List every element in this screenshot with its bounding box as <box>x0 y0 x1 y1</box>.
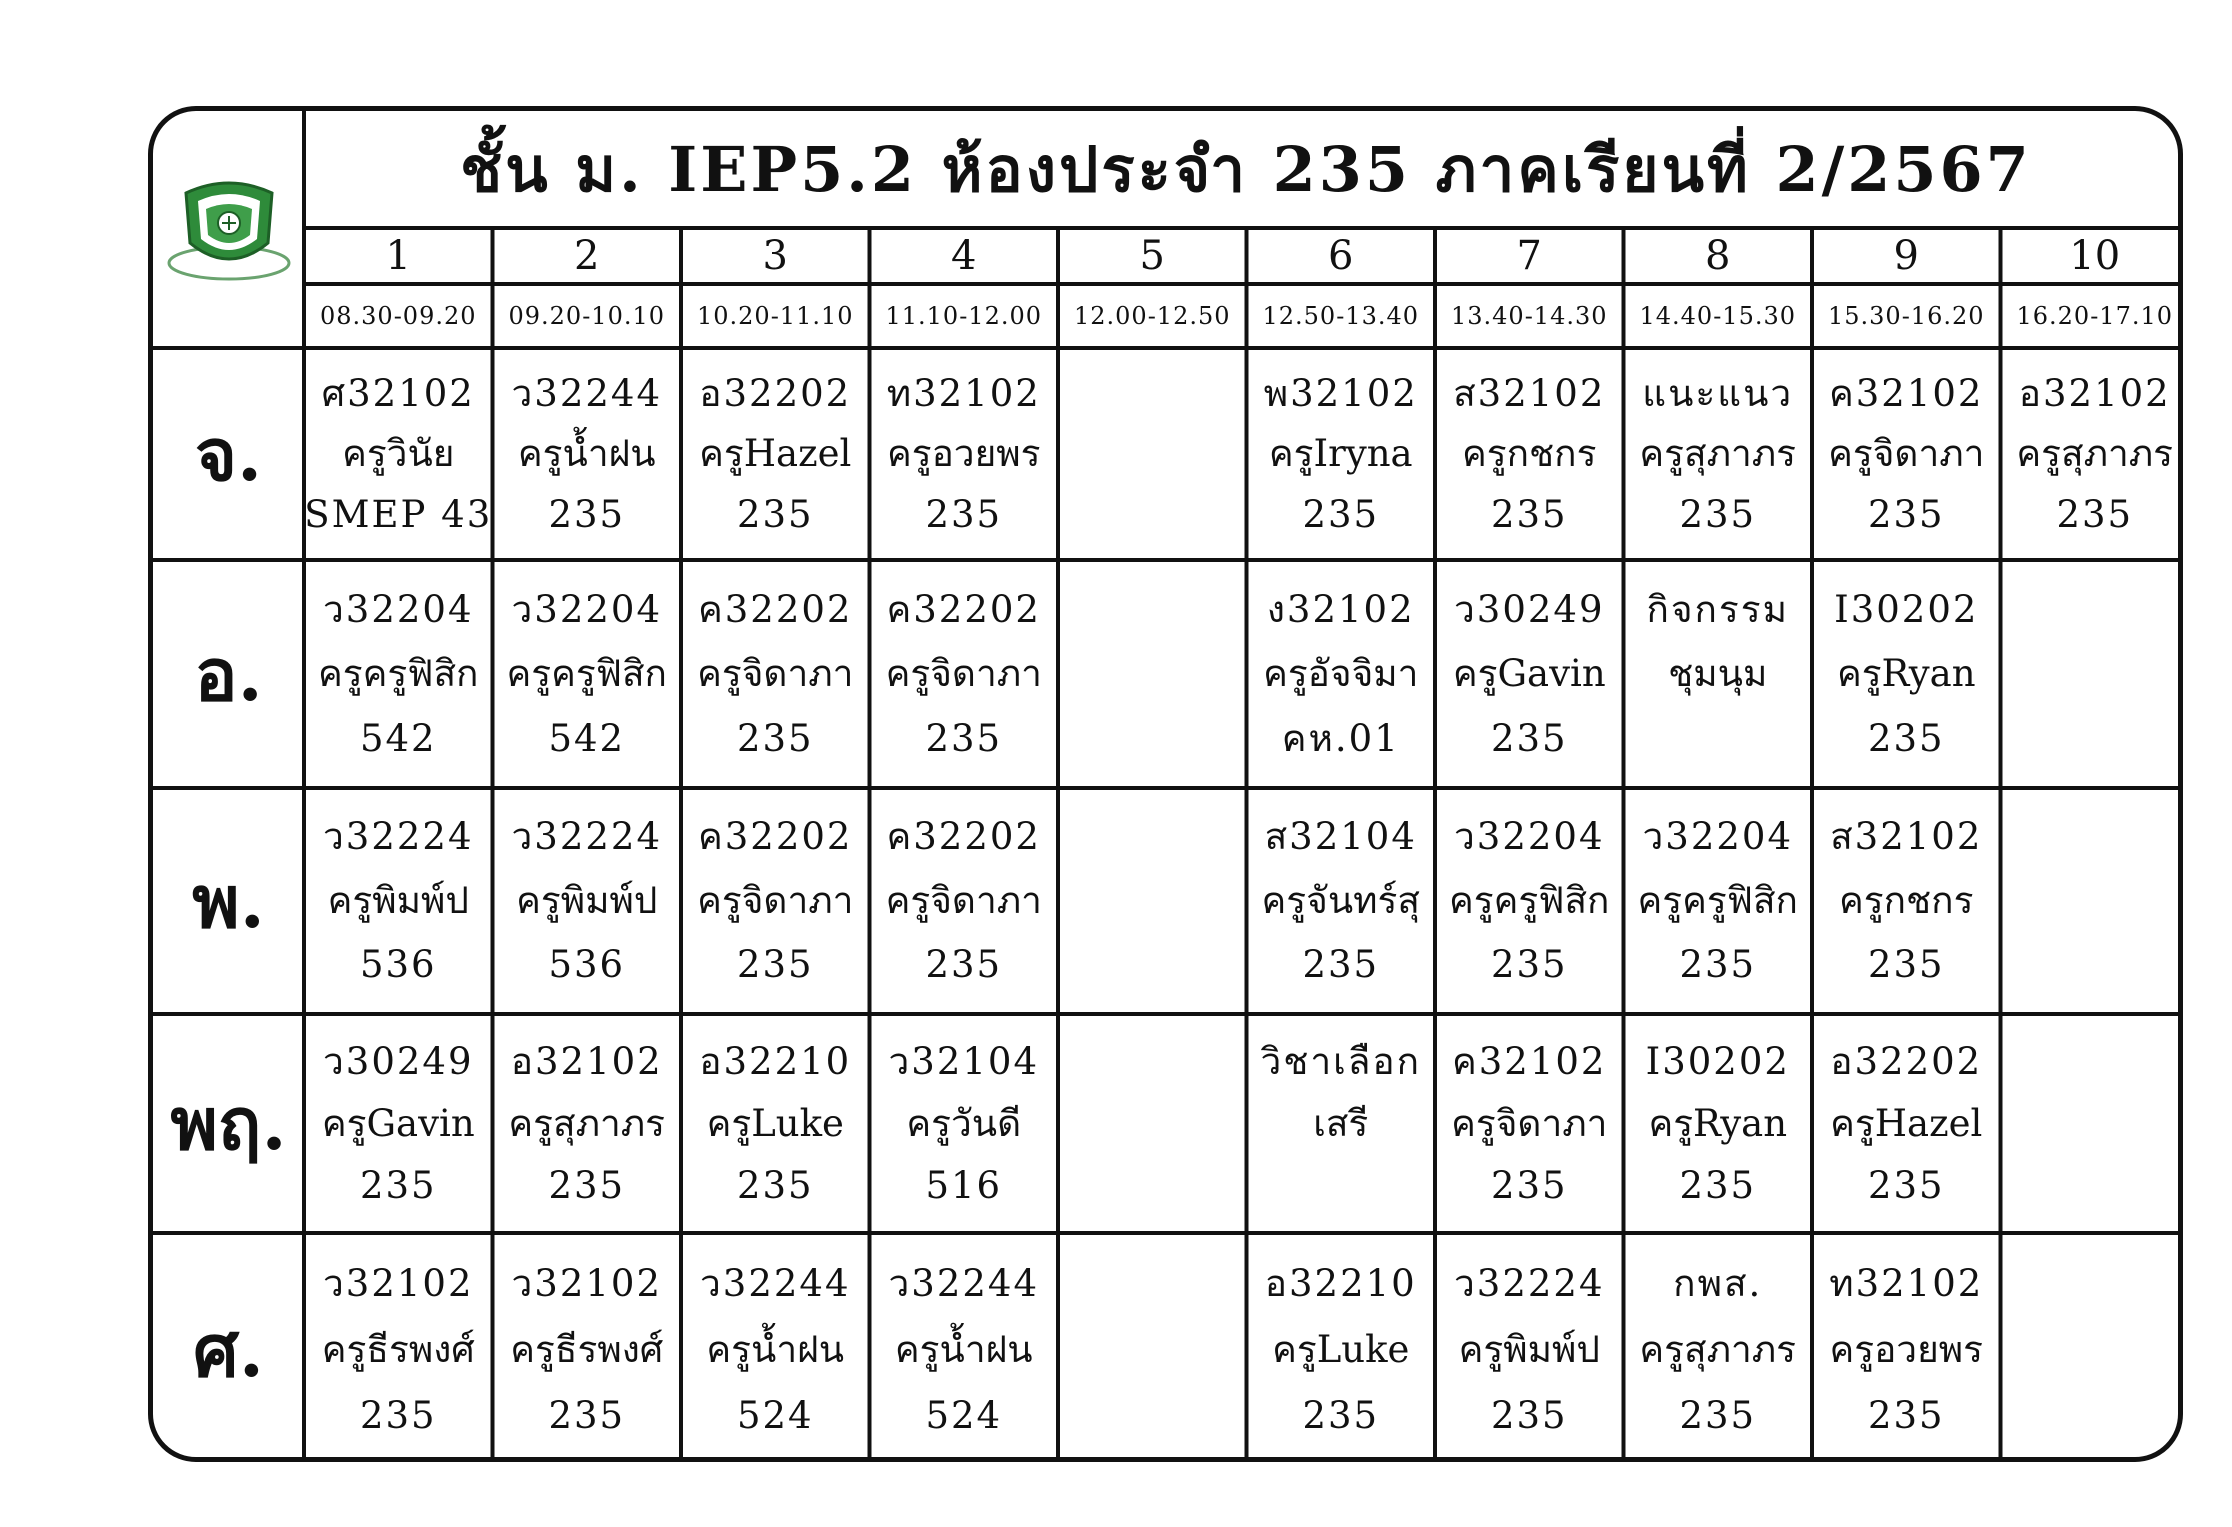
room-number: 235 <box>1867 716 1945 760</box>
timetable-slot <box>1435 788 1624 1014</box>
subject-code: ค32202 <box>698 587 853 631</box>
room-number: 235 <box>1867 492 1945 536</box>
room-number <box>1334 1165 1348 1206</box>
teacher-name: ครูจิดาภา <box>1828 432 1985 476</box>
teacher-name: ครูครูฟิสิก <box>506 652 667 696</box>
period-time: 12.50-13.40 <box>1262 302 1420 330</box>
room-number: 516 <box>925 1163 1003 1207</box>
subject-code <box>2088 1263 2102 1304</box>
teacher-name: ครูจิดาภา <box>885 879 1042 923</box>
subject-code: อ32210 <box>699 1039 852 1083</box>
teacher-name: ครูRyan <box>1648 1101 1788 1145</box>
teacher-name <box>1146 1329 1158 1370</box>
room-number: 235 <box>1490 492 1568 536</box>
timetable-slot <box>870 1233 1059 1462</box>
timetable-slot <box>1435 560 1624 788</box>
room-number: 235 <box>2056 492 2134 536</box>
room-number: 235 <box>736 492 814 536</box>
teacher-name: ครูพิมพ์ป <box>516 879 658 923</box>
room-number: 235 <box>1679 492 1757 536</box>
timetable-slot <box>1812 348 2001 560</box>
timetable-slot <box>1624 348 1813 560</box>
room-number: 235 <box>548 492 626 536</box>
subject-code <box>1145 1041 1159 1082</box>
teacher-name <box>1146 880 1158 921</box>
room-number: 235 <box>1679 943 1757 987</box>
room-number: 542 <box>359 716 437 760</box>
timetable-slot <box>1247 1233 1436 1462</box>
room-number: 542 <box>548 716 626 760</box>
teacher-name: ครูRyan <box>1836 652 1976 696</box>
timetable-slot <box>1058 1014 1247 1233</box>
teacher-name: ชุมนุม <box>1668 652 1768 696</box>
subject-code <box>1145 373 1159 414</box>
room-number: 524 <box>925 1394 1003 1438</box>
timetable-slot <box>493 1014 682 1233</box>
room-number: 235 <box>736 943 814 987</box>
teacher-name: ครูLuke <box>1272 1328 1410 1372</box>
room-number: 235 <box>1867 1394 1945 1438</box>
timetable-slot <box>681 560 870 788</box>
timetable-slot <box>1247 560 1436 788</box>
day-label: จ. <box>194 411 263 497</box>
timetable-slot <box>493 560 682 788</box>
room-number <box>1145 494 1159 535</box>
room-number: 235 <box>359 1163 437 1207</box>
room-number <box>2088 1395 2102 1436</box>
day-label: พฤ. <box>170 1081 287 1166</box>
timetable-slot <box>1435 1014 1624 1233</box>
teacher-name: ครูสุภาภร <box>508 1101 666 1145</box>
teacher-name: ครูวันดี <box>906 1101 1022 1145</box>
teacher-name: ครูครูฟิสิก <box>1637 879 1798 923</box>
teacher-name <box>2089 880 2101 921</box>
timetable-slot <box>870 1014 1059 1233</box>
room-number <box>1711 718 1725 759</box>
subject-code: ง32102 <box>1266 587 1415 631</box>
teacher-name: ครูน้ำฝน <box>894 1328 1033 1372</box>
room-number: คห.01 <box>1281 716 1400 760</box>
room-number: 235 <box>1679 1394 1757 1438</box>
timetable-slot <box>1624 788 1813 1014</box>
teacher-name: ครูครูฟิสิก <box>1449 879 1610 923</box>
room-number: 235 <box>925 943 1003 987</box>
teacher-name: ครูสุภาภร <box>1639 1328 1797 1372</box>
period-number: 1 <box>385 233 411 279</box>
timetable-slot <box>1812 1014 2001 1233</box>
timetable-slot <box>304 788 493 1014</box>
period-number: 5 <box>1139 233 1165 279</box>
teacher-name: ครูสุภาภร <box>1639 432 1797 476</box>
subject-code <box>1145 816 1159 857</box>
period-time: 08.30-09.20 <box>319 302 477 330</box>
subject-code: อ32102 <box>510 1039 663 1083</box>
period-time: 13.40-14.30 <box>1450 302 1608 330</box>
room-number: SMEP 43 <box>304 492 493 536</box>
subject-code: ว32204 <box>1454 815 1605 859</box>
subject-code: อ32202 <box>699 371 852 415</box>
teacher-name: ครูจิดาภา <box>697 879 854 923</box>
teacher-name: ครูGavin <box>321 1101 475 1145</box>
teacher-name: ครูน้ำฝน <box>706 1328 845 1372</box>
teacher-name: ครูธีรพงศ์ <box>510 1328 664 1372</box>
subject-code <box>1145 589 1159 630</box>
subject-code: ค32102 <box>1829 371 1984 415</box>
period-time: 15.30-16.20 <box>1827 302 1985 330</box>
timetable-slot <box>1058 1233 1247 1462</box>
teacher-name: ครูอวยพร <box>886 432 1041 476</box>
room-number <box>1145 1395 1159 1436</box>
subject-code: ว32102 <box>323 1262 474 1306</box>
teacher-name: ครูจิดาภา <box>697 652 854 696</box>
teacher-name: ครูGavin <box>1452 652 1606 696</box>
timetable-slot <box>1624 1233 1813 1462</box>
subject-code: ว32244 <box>700 1262 851 1306</box>
room-number: 235 <box>1302 943 1380 987</box>
subject-code: ค32202 <box>698 815 853 859</box>
subject-code: ส32104 <box>1264 815 1417 859</box>
timetable-slot <box>2001 560 2184 788</box>
timetable-slot <box>1247 348 1436 560</box>
subject-code: ว32204 <box>1642 815 1793 859</box>
subject-code: ว32224 <box>511 815 662 859</box>
timetable-slot <box>304 560 493 788</box>
timetable-slot <box>1812 560 2001 788</box>
subject-code <box>1145 1263 1159 1304</box>
day-label: พ. <box>192 858 265 944</box>
timetable-slot <box>1812 1233 2001 1462</box>
teacher-name <box>1146 433 1158 474</box>
timetable-slot <box>493 788 682 1014</box>
subject-code: I30202 <box>1834 587 1979 631</box>
room-number: 235 <box>1490 1163 1568 1207</box>
teacher-name: ครูน้ำฝน <box>517 432 656 476</box>
timetable-slot <box>1624 1014 1813 1233</box>
timetable-slot <box>870 348 1059 560</box>
room-number <box>1145 718 1159 759</box>
timetable-slot <box>2001 348 2184 560</box>
teacher-name: ครูจิดาภา <box>885 652 1042 696</box>
subject-code: ค32202 <box>886 815 1041 859</box>
teacher-name: ครูHazel <box>1830 1101 1983 1145</box>
period-time: 14.40-15.30 <box>1639 302 1797 330</box>
period-number: 3 <box>762 233 788 279</box>
teacher-name <box>2089 1329 2101 1370</box>
subject-code: ว32224 <box>323 815 474 859</box>
teacher-name <box>1146 653 1158 694</box>
period-number: 2 <box>574 233 600 279</box>
room-number <box>2088 718 2102 759</box>
timetable-slot <box>681 348 870 560</box>
teacher-name: เสรี <box>1313 1101 1369 1145</box>
subject-code: ว32244 <box>888 1262 1039 1306</box>
subject-code: ว32104 <box>888 1039 1039 1083</box>
timetable-slot <box>304 1014 493 1233</box>
page-title: ชั้น ม. IEP5.2 ห้องประจำ 235 ภาคเรียนที่ 2/2567 <box>460 132 2032 206</box>
room-number: 235 <box>359 1394 437 1438</box>
room-number: 235 <box>1302 1394 1380 1438</box>
timetable-slot <box>1058 788 1247 1014</box>
teacher-name <box>2089 1103 2101 1144</box>
teacher-name: ครูธีรพงศ์ <box>321 1328 475 1372</box>
room-number <box>2088 944 2102 985</box>
timetable-slot <box>2001 788 2184 1014</box>
timetable-slot <box>2001 1014 2184 1233</box>
teacher-name: ครูจันทร์สุ <box>1261 879 1420 923</box>
teacher-name: ครูครูฟิสิก <box>318 652 479 696</box>
subject-code: ว32204 <box>323 587 474 631</box>
teacher-name: ครูกชกร <box>1839 879 1974 923</box>
room-number: 235 <box>736 716 814 760</box>
subject-code: ส32102 <box>1453 371 1606 415</box>
subject-code: ค32202 <box>886 587 1041 631</box>
timetable-slot <box>870 560 1059 788</box>
timetable-slot <box>1435 1233 1624 1462</box>
period-number: 9 <box>1893 233 1919 279</box>
timetable-slot <box>681 1014 870 1233</box>
teacher-name: ครูจิดาภา <box>1451 1101 1608 1145</box>
period-number: 4 <box>951 233 977 279</box>
subject-code: ท32102 <box>1829 1262 1984 1306</box>
room-number: 235 <box>925 492 1003 536</box>
subject-code: แนะแนว <box>1642 371 1794 415</box>
subject-code: ว30249 <box>323 1039 474 1083</box>
subject-code: ว32102 <box>511 1262 662 1306</box>
subject-code: อ32102 <box>2018 371 2171 415</box>
timetable-slot <box>681 1233 870 1462</box>
timetable-slot <box>493 1233 682 1462</box>
period-number: 7 <box>1516 233 1542 279</box>
period-number: 8 <box>1705 233 1731 279</box>
room-number <box>1145 1165 1159 1206</box>
school-crest-icon <box>164 165 294 295</box>
day-label: ศ. <box>193 1307 264 1393</box>
room-number: 235 <box>1679 1163 1757 1207</box>
timetable-slot <box>2001 1233 2184 1462</box>
teacher-name: ครูLuke <box>706 1101 844 1145</box>
period-time: 10.20-11.10 <box>696 302 854 330</box>
room-number <box>1145 944 1159 985</box>
room-number: 235 <box>548 1163 626 1207</box>
period-time: 12.00-12.50 <box>1073 302 1231 330</box>
timetable-slot <box>1624 560 1813 788</box>
subject-code: ว32204 <box>511 587 662 631</box>
teacher-name: ครูอวยพร <box>1829 1328 1984 1372</box>
room-number: 536 <box>548 943 626 987</box>
subject-code <box>2088 816 2102 857</box>
room-number: 235 <box>1867 943 1945 987</box>
subject-code: ว32224 <box>1454 1262 1605 1306</box>
subject-code <box>2088 589 2102 630</box>
room-number: 235 <box>925 716 1003 760</box>
period-time: 11.10-12.00 <box>885 302 1043 330</box>
timetable-slot <box>1812 788 2001 1014</box>
timetable-slot <box>1058 560 1247 788</box>
room-number: 536 <box>359 943 437 987</box>
period-number: 10 <box>2069 233 2121 279</box>
teacher-name: ครูวินัย <box>342 432 455 476</box>
timetable-slot <box>1435 348 1624 560</box>
timetable-slot <box>304 348 493 560</box>
room-number: 235 <box>548 1394 626 1438</box>
period-number: 6 <box>1328 233 1354 279</box>
teacher-name <box>1146 1103 1158 1144</box>
teacher-name: ครูIryna <box>1268 432 1413 476</box>
room-number: 524 <box>736 1394 814 1438</box>
room-number <box>2088 1165 2102 1206</box>
subject-code: พ32102 <box>1263 371 1418 415</box>
teacher-name: ครูHazel <box>699 432 852 476</box>
subject-code: กพส. <box>1673 1262 1763 1306</box>
subject-code: อ32210 <box>1264 1262 1417 1306</box>
teacher-name <box>2089 653 2101 694</box>
teacher-name: ครูพิมพ์ป <box>1458 1328 1600 1372</box>
subject-code: กิจกรรม <box>1646 587 1790 631</box>
room-number: 235 <box>1490 1394 1568 1438</box>
timetable-slot <box>681 788 870 1014</box>
teacher-name: ครูกชกร <box>1462 432 1597 476</box>
timetable-slot <box>1058 348 1247 560</box>
subject-code: ว32244 <box>511 371 662 415</box>
timetable-slot <box>1247 788 1436 1014</box>
room-number: 235 <box>736 1163 814 1207</box>
room-number: 235 <box>1302 492 1380 536</box>
timetable-slot <box>304 1233 493 1462</box>
subject-code: อ32202 <box>1830 1039 1983 1083</box>
period-time: 16.20-17.10 <box>2016 302 2174 330</box>
day-label: อ. <box>194 631 263 717</box>
room-number: 235 <box>1490 943 1568 987</box>
timetable-slot <box>1247 1014 1436 1233</box>
subject-code: ศ32102 <box>321 371 475 415</box>
period-time: 09.20-10.10 <box>508 302 666 330</box>
timetable-sheet <box>148 106 2183 1462</box>
teacher-name: ครูสุภาภร <box>2016 432 2174 476</box>
teacher-name: ครูพิมพ์ป <box>327 879 469 923</box>
subject-code: ค32102 <box>1452 1039 1607 1083</box>
timetable-slot <box>870 788 1059 1014</box>
subject-code: I30202 <box>1645 1039 1790 1083</box>
subject-code: ส32102 <box>1830 815 1983 859</box>
room-number: 235 <box>1490 716 1568 760</box>
subject-code: ว30249 <box>1454 587 1605 631</box>
subject-code: วิชาเลือก <box>1260 1039 1422 1083</box>
subject-code: ท32102 <box>886 371 1041 415</box>
subject-code <box>2088 1041 2102 1082</box>
timetable-slot <box>493 348 682 560</box>
teacher-name: ครูอัจจิมา <box>1263 652 1419 696</box>
room-number: 235 <box>1867 1163 1945 1207</box>
